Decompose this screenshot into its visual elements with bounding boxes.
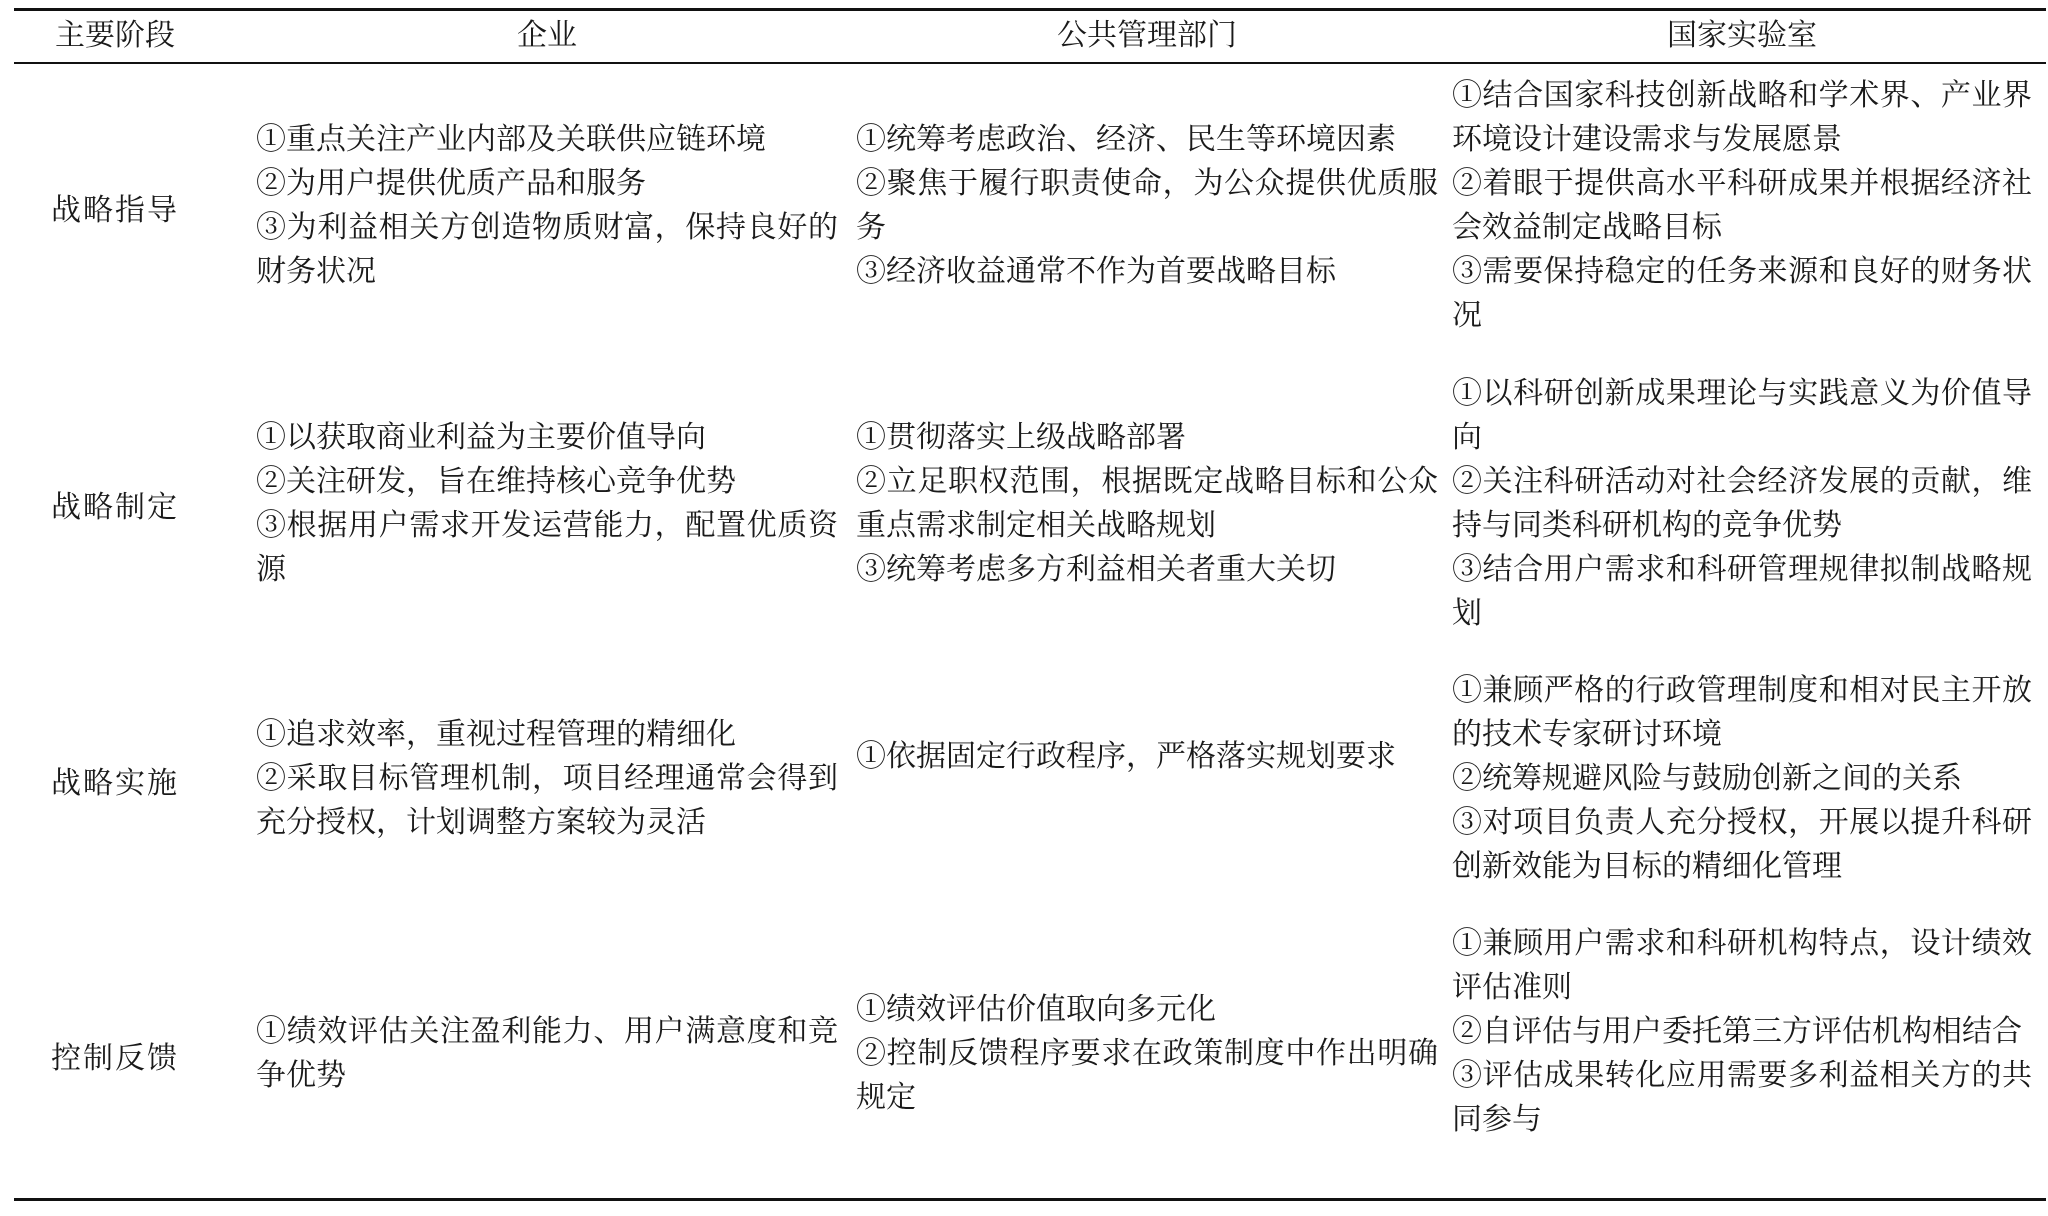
list-item: ①重点关注产业内部及关联供应链环境 [256, 122, 766, 157]
list-item: ③对项目负责人充分授权，开展以提升科研创新效能为目标的精细化管理 [1452, 805, 2032, 884]
list-item: ①绩效评估关注盈利能力、用户满意度和竞争优势 [256, 1014, 838, 1093]
list-item: ②统筹规避风险与鼓励创新之间的关系 [1452, 761, 1962, 796]
list-item: ②控制反馈程序要求在政策制度中作出明确规定 [856, 1036, 1438, 1115]
lab-cell [1452, 669, 2032, 889]
row-stage: 战略实施 [51, 766, 179, 801]
enterprise-cell [256, 118, 838, 294]
list-item: ③经济收益通常不作为首要战略目标 [856, 254, 1336, 289]
list-item: ①绩效评估价值取向多元化 [856, 992, 1216, 1027]
list-item: ③评估成果转化应用需要多利益相关方的共同参与 [1452, 1058, 2032, 1137]
public-cell [856, 416, 1438, 592]
list-item: ①结合国家科技创新战略和学术界、产业界环境设计建设需求与发展愿景 [1452, 78, 2032, 157]
lab-cell [1452, 922, 2032, 1142]
list-item: ①兼顾用户需求和科研机构特点，设计绩效评估准则 [1452, 926, 2032, 1005]
enterprise-cell [256, 1010, 838, 1098]
list-item: ③结合用户需求和科研管理规律拟制战略规划 [1452, 552, 2032, 631]
public-cell [856, 988, 1438, 1120]
list-item: ②采取目标管理机制，项目经理通常会得到充分授权，计划调整方案较为灵活 [256, 761, 838, 840]
row-stage: 控制反馈 [51, 1041, 179, 1076]
list-item: ②着眼于提供高水平科研成果并根据经济社会效益制定战略目标 [1452, 166, 2032, 245]
list-item: ③根据用户需求开发运营能力，配置优质资源 [256, 508, 838, 587]
list-item: ①以科研创新成果理论与实践意义为价值导向 [1452, 376, 2032, 455]
enterprise-cell [256, 416, 838, 592]
public-cell [856, 735, 1438, 779]
list-item: ③统筹考虑多方利益相关者重大关切 [856, 552, 1336, 587]
header-enterprise: 企业 [517, 18, 577, 53]
list-item: ③为利益相关方创造物质财富，保持良好的财务状况 [256, 210, 838, 289]
public-cell [856, 118, 1438, 294]
list-item: ②自评估与用户委托第三方评估机构相结合 [1452, 1014, 2022, 1049]
row-stage: 战略制定 [51, 490, 179, 525]
list-item: ②关注研发，旨在维持核心竞争优势 [256, 464, 736, 499]
list-item: ①追求效率，重视过程管理的精细化 [256, 717, 736, 752]
table-header-rule [14, 62, 2046, 64]
list-item: ③需要保持稳定的任务来源和良好的财务状况 [1452, 254, 2032, 333]
list-item: ②为用户提供优质产品和服务 [256, 166, 646, 201]
table-bottom-rule [14, 1198, 2046, 1201]
list-item: ①以获取商业利益为主要价值导向 [256, 420, 706, 455]
header-public: 公共管理部门 [1057, 18, 1237, 53]
list-item: ②立足职权范围，根据既定战略目标和公众重点需求制定相关战略规划 [856, 464, 1438, 543]
list-item: ①统筹考虑政治、经济、民生等环境因素 [856, 122, 1396, 157]
row-stage: 战略指导 [51, 193, 179, 228]
list-item: ②关注科研活动对社会经济发展的贡献，维持与同类科研机构的竞争优势 [1452, 464, 2032, 543]
header-lab: 国家实验室 [1667, 18, 1817, 53]
list-item: ①依据固定行政程序，严格落实规划要求 [856, 739, 1396, 774]
list-item: ①兼顾严格的行政管理制度和相对民主开放的技术专家研讨环境 [1452, 673, 2032, 752]
enterprise-cell [256, 713, 838, 845]
header-stage: 主要阶段 [55, 18, 175, 53]
lab-cell [1452, 74, 2032, 338]
list-item: ①贯彻落实上级战略部署 [856, 420, 1186, 455]
lab-cell [1452, 372, 2032, 636]
list-item: ②聚焦于履行职责使命，为公众提供优质服务 [856, 166, 1438, 245]
